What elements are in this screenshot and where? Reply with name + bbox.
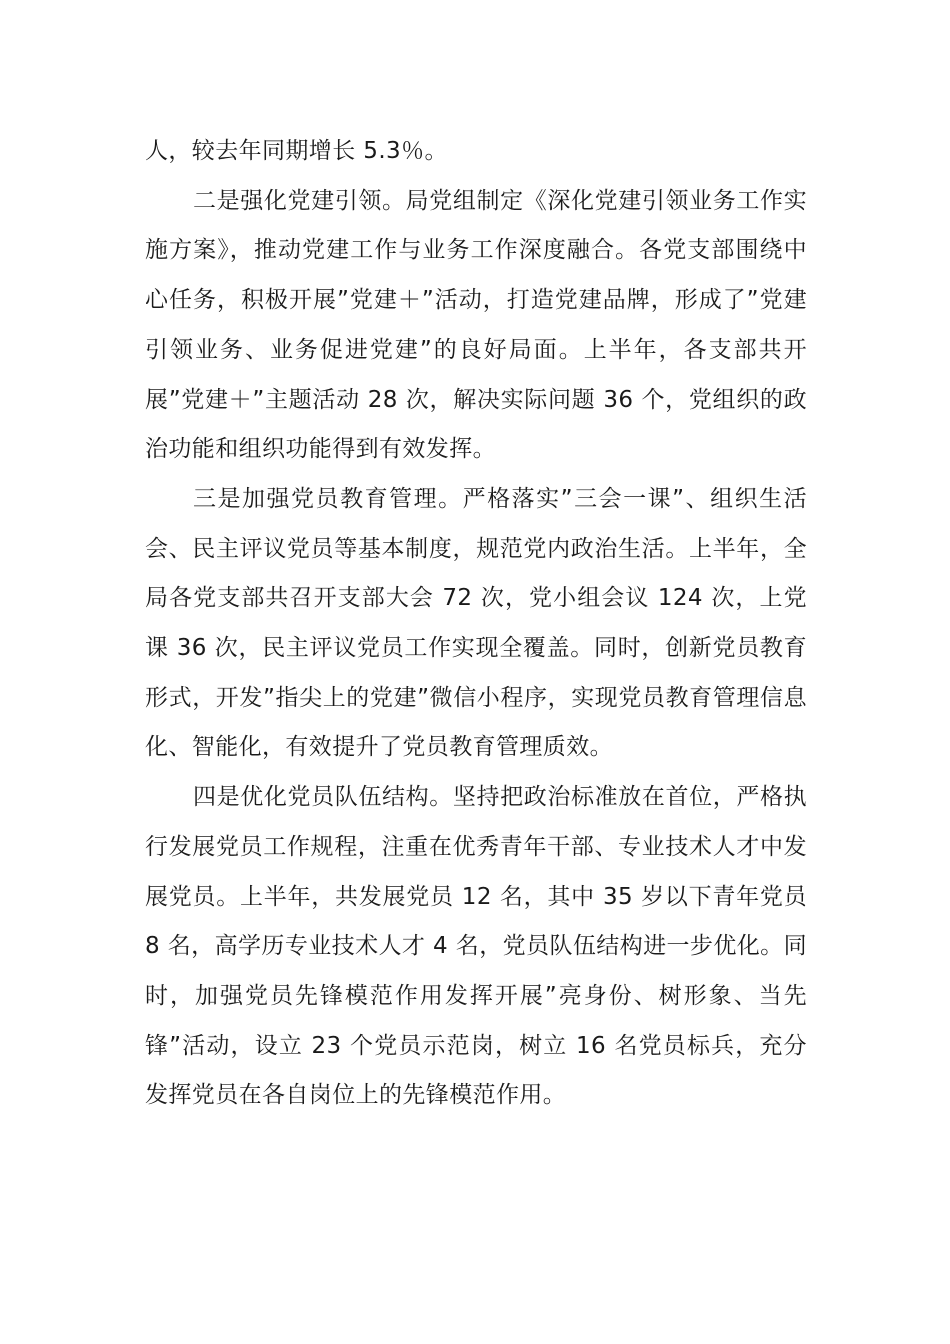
document-body: [145, 127, 807, 1121]
paragraph-party-leadership: 二是强化党建引领。局党组制定《深化党建引领业务工作实施方案》，推动党建工作与业务工作深度融合。各党支部围绕中心任务，积极开展”党建＋”活动，打造党建品牌，形成了”党建引领业务、业务促进党建”的良好局面。上半年，各支部共开展”党建＋”主题活动 28 次，解决实际问题 36 个，党组织的政治功能和组织功能得到有效发挥。: [145, 187, 807, 463]
paragraph-member-structure: 四是优化党员队伍结构。坚持把政治标准放在首位，严格执行发展党员工作规程，注重在优秀青年干部、专业技术人才中发展党员。上半年，共发展党员 12 名，其中 35 岁以下青年党员 8 名，高学历专业技术人才 4 名，党员队伍结构进一步优化。同时，加强党员先锋模范作用发挥开展”亮身份、树形象、当先锋”活动，设立 23 个党员示范岗，树立 16 名党员标兵，充分发挥党员在各自岗位上的先锋模范作用。: [145, 784, 807, 1109]
paragraph-member-education: 三是加强党员教育管理。严格落实”三会一课”、组织生活会、民主评议党员等基本制度，规范党内政治生活。上半年，全局各党支部共召开支部大会 72 次，党小组会议 124 次，上党课 36 次，民主评议党员工作实现全覆盖。同时，创新党员教育形式，开发”指尖上的党建”微信小程序，实现党员教育管理信息化、智能化，有效提升了党员教育管理质效。: [145, 485, 807, 761]
paragraph-continuation: 人，较去年同期增长 5.3％。: [145, 138, 448, 164]
